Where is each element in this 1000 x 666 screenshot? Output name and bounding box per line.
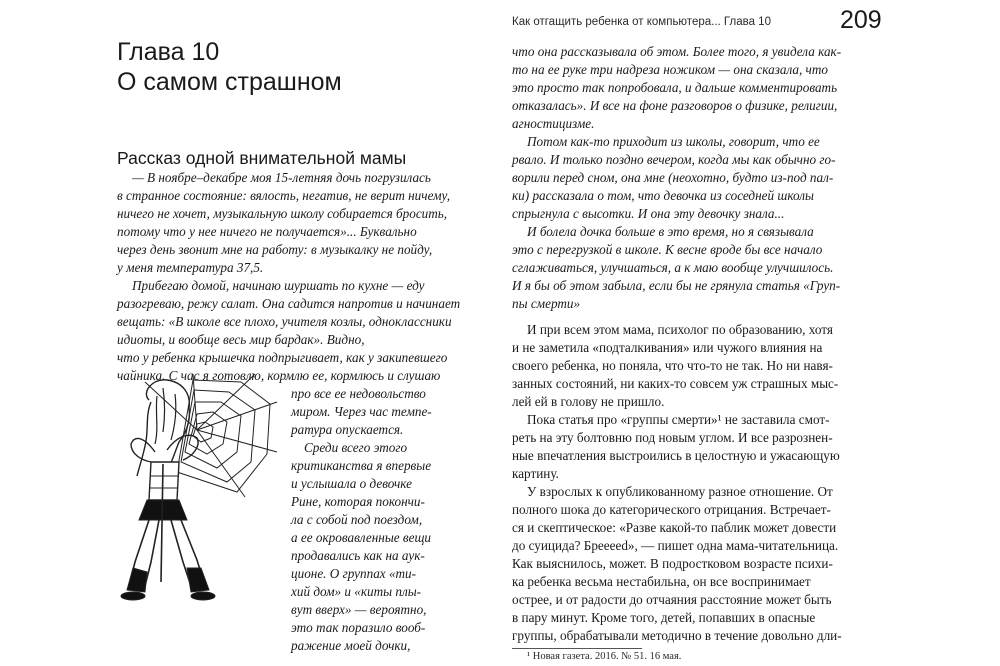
text-line: Прибегаю домой, начинаю шуршать по кухне — еду [132,278,425,293]
text-line: критиканства я впервые [291,458,432,473]
text-line: агностицизме. [512,116,595,131]
text-line: отказалась». И все на фоне разговоров о физике, религии, [512,98,838,113]
text-line: Потом как-то приходит из школы, говорит, что ее [527,134,820,149]
text-line: ла с собой под поездом, [291,512,423,527]
page-number: 209 [840,6,882,34]
chapter-number: Глава 10 [117,38,220,66]
text-line: пы смерти» [512,296,581,311]
text-line: то на ее руке три надреза ножиком — она сказала, что [512,62,828,77]
text-line: в странное состояние: вялость, негатив, не верит ничему, [117,188,451,203]
text-line: хий дом» и «киты плы- [291,584,422,599]
text-line: вут вверх» — вероятно, [291,602,427,617]
text-line: что она рассказывала об этом. Более того, я увидела как- [512,44,842,59]
text-line: ворили перед сном, она мне (неохотно, будто из-под пал- [512,170,834,185]
text-line: И при всем этом мама, психолог по образованию, хотя [527,322,833,337]
text-line: и не заметила «подталкивания» или чужого влияния на [512,340,823,355]
text-line: Как выяснилось, может. В подростковом возрасте психи- [512,556,833,571]
text-line: — В ноябре–декабре моя 15-летняя дочь погрузилась [132,170,431,185]
text-line: группы, обрабатывали методично в течение довольно дли- [512,628,842,643]
section-title: Рассказ одной внимательной мамы [117,148,407,168]
right-page [500,0,1000,666]
text-line: У взрослых к опубликованному разное отношение. От [527,484,833,499]
text-line: до суицида? Брееееd», — пишет одна мама-читательница. [512,538,839,553]
text-line: спрыгнула с высотки. И она эту девочку знала... [512,206,785,221]
text-line: это просто так попробовала, и дальше комментировать [512,80,838,95]
text-line: ка ребенка весьма нестабильна, он все воспринимает [512,574,811,589]
text-line: занных состояний, ни каких-то совсем уж страшных мыс- [512,376,839,391]
text-line: про все ее недовольство [291,386,426,401]
text-line: у меня температура 37,5. [117,260,264,275]
text-line: разогреваю, режу салат. Она садится напротив и начинает [117,296,461,311]
text-line: острее, и от радости до отчаяния расстояние может быть [512,592,832,607]
text-line: сглаживаться, улучшаться, а к маю вообще улучшилось. [512,260,834,275]
text-line: Рине, которая покончи- [291,494,425,509]
text-line: это так поразило вооб- [291,620,426,635]
text-line: а ее окровавленные вещи [291,530,432,545]
text-line: чайника. С час я готовлю, кормлю ее, кормлюсь и слушаю [117,368,441,383]
chapter-title: О самом страшном [117,68,342,96]
text-line: идиоты, и вообще весь мир бардак». Видно, [117,332,365,347]
text-line: в пару минут. Кроме того, детей, попавших в опасные [512,610,816,625]
text-line: реть на эту болтовню под новым углом. И все разрознен- [512,430,833,445]
text-line: И болела дочка больше в это время, но я связывала [527,224,814,239]
text-line: картину. [512,466,559,481]
text-line: продавались как на аук- [291,548,425,563]
text-line: ционе. О группах «ти- [291,566,417,581]
text-line: и услышала о девочке [291,476,412,491]
text-line: ные впечатления выстроились в целостную и ужасающую [512,448,840,463]
text-line: И я бы об этом забыла, если бы не грянула статья «Груп- [512,278,841,293]
text-line: ратура опускается. [291,422,404,437]
footnote-rule [512,648,642,649]
girl-figure-icon [121,380,215,600]
text-line: ся и скептическое: «Разве какой-то паблик может довести [512,520,837,535]
text-line: Среди всего этого [304,440,408,455]
text-line: Пока статья про «группы смерти»¹ не заставила смот- [527,412,830,427]
text-line: лей ей в голову не пришло. [512,394,665,409]
text-line: что у ребенка крышечка подпрыгивает, как у закипевшего [117,350,448,365]
footnote: ¹ Новая газета. 2016. № 51. 16 мая. [527,651,682,662]
text-line: миром. Через час темпе- [291,404,432,419]
text-line: полного шока до категорического отрицания. Встречает- [512,502,831,517]
text-line: ражение моей дочки, [291,638,411,653]
text-line: через день звонит мне на работу: в музыкалку не пойду, [117,242,433,257]
text-line: своего ребенка, но поняла, что что-то не так. Но ни навя- [512,358,833,373]
text-line: рвало. И только поздно вечером, когда мы как обычно го- [512,152,836,167]
text-line: ки) рассказала о том, что девочка из соседней школы [512,188,814,203]
text-line: потому что у нее ничего не получается»... Буквально [117,224,417,239]
text-line: вещать: «В школе все плохо, учителя козлы, одноклассники [117,314,452,329]
girl-spider-web-illustration [105,372,280,604]
running-head: Как отгащить ребенка от компьютера... Глава 10 [512,16,771,28]
text-line: это с перегрузкой в школе. К весне вроде бы все начало [512,242,823,257]
text-line: ничего не хочет, музыкальную школу собирается бросить, [117,206,448,221]
